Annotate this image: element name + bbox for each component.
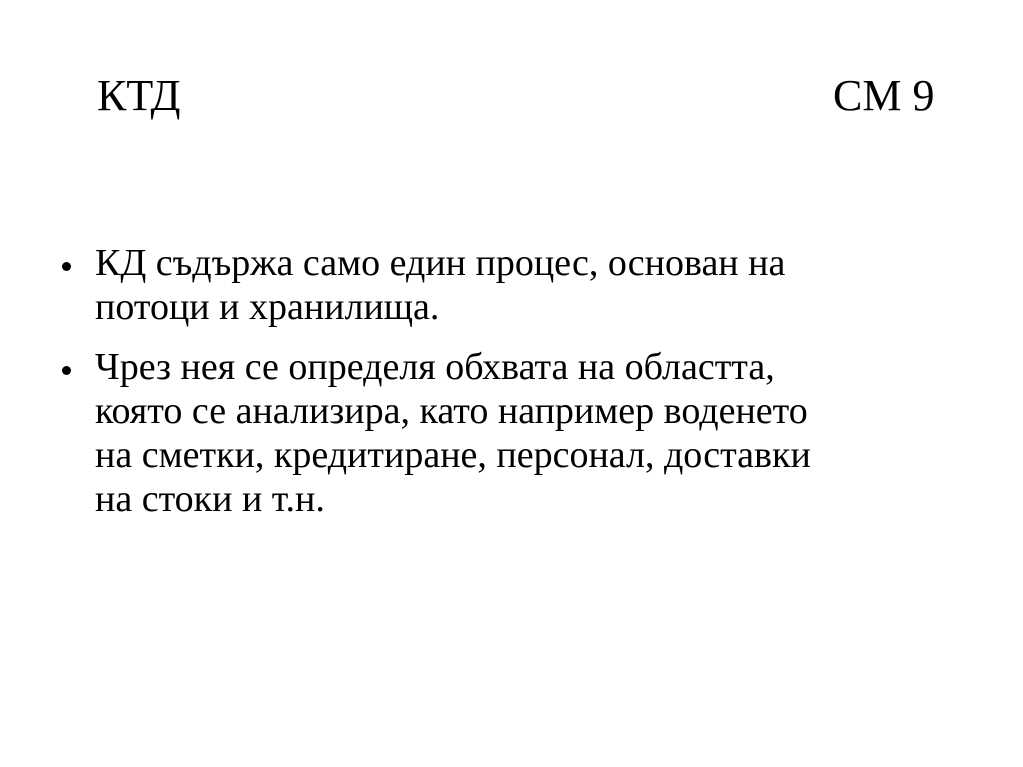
bullet-item-2: [0, 345, 1023, 521]
bullet-1-line-1: КД съдържа само един процес, основан на: [95, 242, 786, 284]
slide-title-left: КТД: [97, 71, 181, 120]
bullet-2-line-4: на стоки и т.н.: [95, 478, 325, 520]
slide-title-right: СМ 9: [833, 71, 935, 120]
bullet-dot-icon: [62, 366, 71, 375]
bullet-text-2: [95, 345, 983, 521]
bullet-2-line-2: която се анализира, като например воденето: [95, 390, 808, 432]
bullet-list: [0, 241, 1023, 537]
bullet-dot-icon: [62, 262, 71, 271]
bullet-2-line-3: на сметки, кредитиране, персонал, доставки: [95, 434, 811, 476]
bullet-item-1: [0, 241, 1023, 329]
bullet-1-line-2: потоци и хранилища.: [95, 286, 440, 328]
bullet-2-line-1: Чрез нея се определя обхвата на областта,: [95, 346, 775, 388]
bullet-text-1: [95, 241, 983, 329]
